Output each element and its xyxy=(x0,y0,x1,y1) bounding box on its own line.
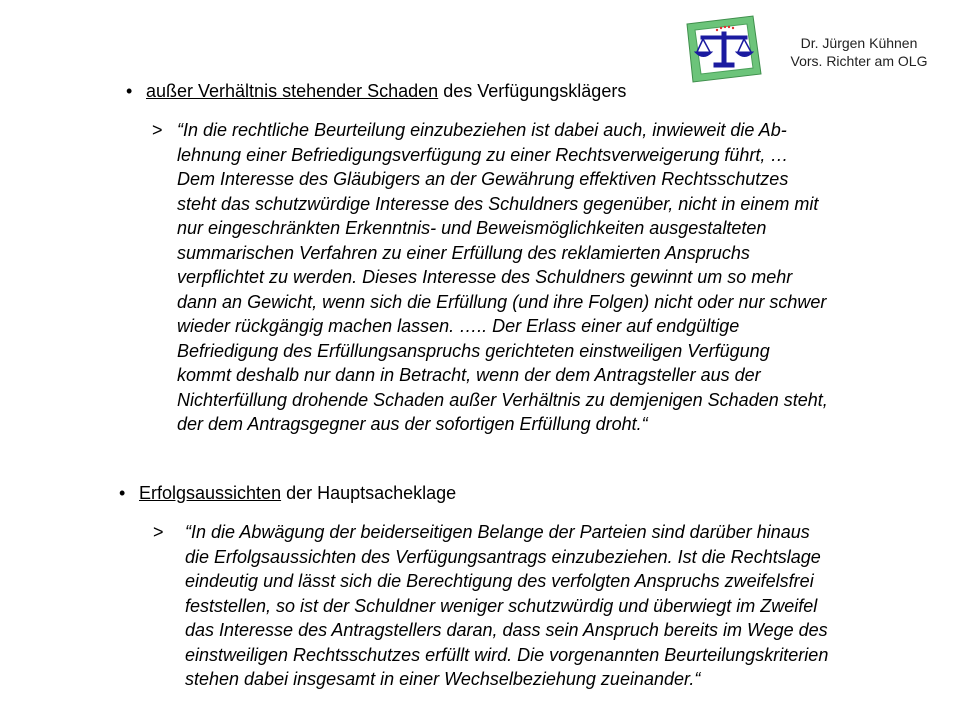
author-block xyxy=(774,34,944,70)
quote-line: “In die rechtliche Beurteilung einzubeziehen ist dabei auch, inwieweit die Ab- xyxy=(177,120,787,140)
quote-line: eindeutig und lässt sich die Berechtigung des verfolgten Anspruchs zweifelsfrei xyxy=(185,571,814,591)
quote-line: wieder rückgängig machen lassen. ….. Der Erlass einer auf endgültige xyxy=(177,316,740,336)
quote-line: einstweiligen Rechtsschutzes erfüllt wird. Die vorgenannten Beurteilungskriterien xyxy=(185,644,829,665)
quote-line: Nichterfüllung drohende Schaden außer Verhältnis zu demjenigen Schaden steht, xyxy=(177,389,828,410)
scales-of-justice-icon xyxy=(683,14,765,84)
quote-line: verpflichtet zu werden. Dieses Interesse des Schuldners gewinnt um so mehr xyxy=(177,267,793,287)
section1-heading xyxy=(126,80,626,102)
section1-heading-rest: des Verfügungsklägers xyxy=(438,81,627,101)
section2-heading-underlined: Erfolgsaussichten xyxy=(139,483,282,503)
quote-line: feststellen, so ist der Schuldner weniger schutzwürdig und überwiegt im Zweifel xyxy=(185,595,818,616)
quote-line: Befriedigung des Erfüllungsanspruchs gerichteten einstweiligen Verfügung xyxy=(177,340,770,361)
quote-line: das Interesse des Antragstellers daran, dass sein Anspruch bereits im Wege des xyxy=(185,620,828,640)
section2-heading xyxy=(119,482,456,504)
bullet-icon: • xyxy=(119,483,126,503)
quote-line: dann an Gewicht, wenn sich die Erfüllung (und ihre Folgen) nicht oder nur schwer xyxy=(177,291,827,312)
quote-line: stehen dabei insgesamt in einer Wechselbeziehung zueinander.“ xyxy=(185,669,701,689)
section1-quote xyxy=(152,118,957,437)
section2-quote xyxy=(153,520,955,692)
quote-line: steht das schutzwürdige Interesse des Schuldners gegenüber, nicht in einem mit xyxy=(177,193,819,214)
quote-marker-icon: > xyxy=(152,120,163,140)
author-name: Dr. Jürgen Kühnen xyxy=(800,35,918,51)
bullet-icon: • xyxy=(126,81,133,101)
quote-line: summarischen Verfahren zu einer Erfüllung des reklamierten Anspruchs xyxy=(177,242,750,263)
quote-line: Dem Interesse des Gläubigers an der Gewährung effektiven Rechtsschutzes xyxy=(177,169,789,189)
quote-line: lehnung einer Befriedigungsverfügung zu einer Rechtsverweigerung führt, … xyxy=(177,144,789,165)
quote-marker-icon: > xyxy=(153,522,164,542)
quote-line: kommt deshalb nur dann in Betracht, wenn der dem Antragsteller aus der xyxy=(177,365,761,385)
quote-line: die Erfolgsaussichten des Verfügungsantrags einzubeziehen. Ist die Rechtslage xyxy=(185,546,821,567)
section1-heading-underlined: außer Verhältnis stehender Schaden xyxy=(146,81,439,101)
quote-line: “In die Abwägung der beiderseitigen Belange der Parteien sind darüber hinaus xyxy=(185,522,810,542)
section2-heading-rest: der Hauptsacheklage xyxy=(281,483,457,503)
quote-line: nur eingeschränkten Erkenntnis- und Beweismöglichkeiten ausgestalteten xyxy=(177,218,767,238)
quote-line: der dem Antragsgegner aus der sofortigen Erfüllung droht.“ xyxy=(177,414,648,434)
author-title: Vors. Richter am OLG xyxy=(790,53,928,69)
